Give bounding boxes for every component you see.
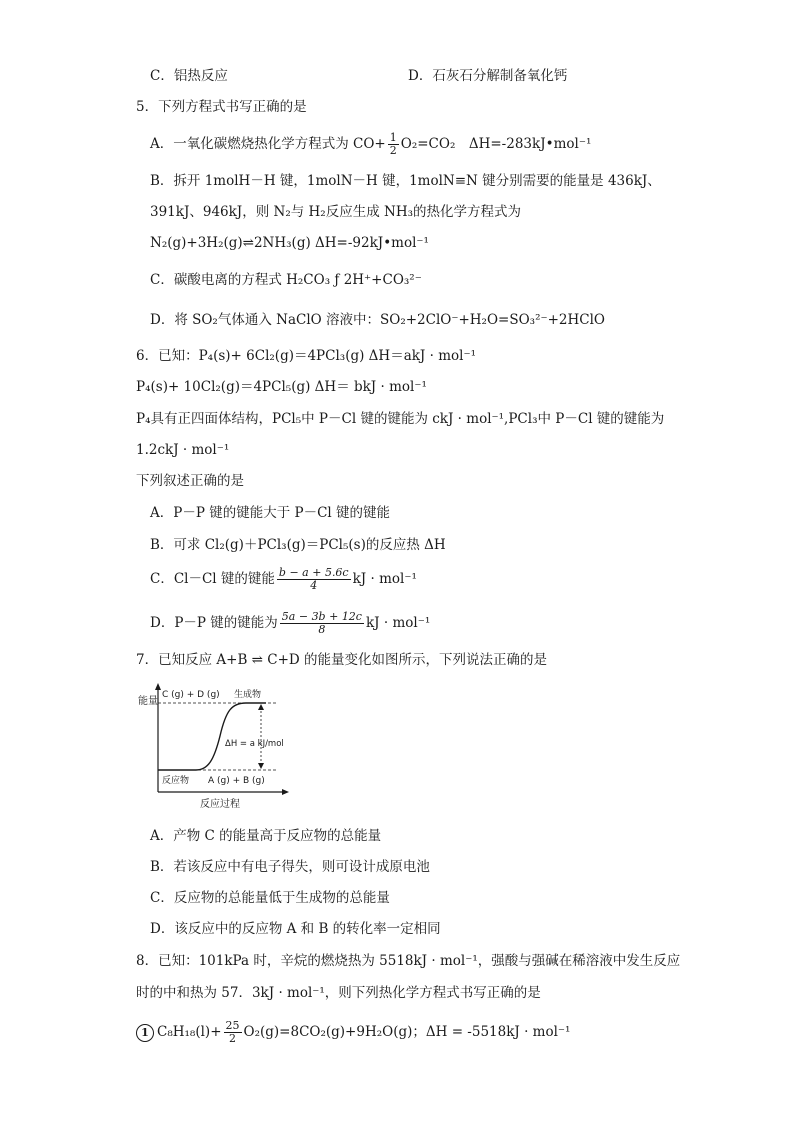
q6-option-d-unit: kJ · mol⁻¹ — [365, 615, 431, 631]
q6-line1: 6．已知：P₄(s)+ 6Cl₂(g)＝4PCl₃(g) ΔH＝akJ · mol⁻¹ — [136, 348, 476, 364]
fraction-denominator: 2 — [389, 144, 397, 157]
chart-xlabel: 反应过程 — [200, 799, 240, 810]
delta-h-arrow-up — [258, 704, 264, 710]
q7-option-d: D．该反应中的反应物 A 和 B 的转化率一定相同 — [150, 921, 441, 937]
q7-stem: 7．已知反应 A+B ⇌ C+D 的能量变化如图所示，下列说法正确的是 — [136, 652, 548, 668]
fraction-numerator: 5a − 3b + 12c — [281, 610, 362, 623]
q6-line4: 1.2ckJ · mol⁻¹ — [136, 442, 230, 458]
q6-line3: P₄具有正四面体结构，PCl₅中 P－Cl 键的键能为 ckJ · mol⁻¹,PCl₃中 P－Cl 键的键能为 — [136, 411, 665, 427]
q8-equation-1-rest: O₂(g)=8CO₂(g)+9H₂O(g)；ΔH = -5518kJ · mol⁻¹ — [243, 1024, 571, 1040]
q6-option-d-text: D．P－P 键的键能为 — [150, 615, 278, 631]
q5-stem: 5．下列方程式书写正确的是 — [136, 99, 307, 115]
circled-number-icon: 1 — [136, 1024, 154, 1042]
q8-line1: 8．已知：101kPa 时，辛烷的燃烧热为 5518kJ · mol⁻¹，强酸与强碱在稀溶液中发生反应 — [136, 953, 681, 969]
q7-option-b: B．若该反应中有电子得失，则可设计成原电池 — [150, 859, 430, 875]
q5-option-b-line1: B．拆开 1molH－H 键，1molN－H 键，1molN≡N 键分别需要的能量是 436kJ、 — [150, 173, 661, 189]
q6-line2: P₄(s)+ 10Cl₂(g)＝4PCl₅(g) ΔH＝ bkJ · mol⁻¹ — [136, 379, 427, 395]
q6-option-c-fraction — [277, 567, 351, 592]
q5-option-b-line3: N₂(g)+3H₂(g)⇌2NH₃(g) ΔH=-92kJ•mol⁻¹ — [150, 235, 429, 251]
q6-option-b: B．可求 Cl₂(g)＋PCl₃(g)＝PCl₅(s)的反应热 ΔH — [150, 537, 446, 553]
q5-option-b-line2: 391kJ、946kJ，则 N₂与 H₂反应生成 NH₃的热化学方程式为 — [150, 204, 521, 220]
q4-option-c: C．铝热反应 — [150, 68, 228, 84]
x-axis-arrow — [282, 789, 289, 795]
fraction-numerator: b − a + 5.6c — [278, 566, 349, 579]
q6-option-c — [150, 567, 417, 592]
q6-option-c-unit: kJ · mol⁻¹ — [352, 571, 417, 587]
q5-option-d: D．将 SO₂气体通入 NaClO 溶液中：SO₂+2ClO⁻+H₂O=SO₃²⁻+2HClO — [150, 312, 605, 328]
q6-option-d — [150, 611, 430, 636]
chart-reactant-label: 反应物 — [162, 776, 190, 786]
q5-option-a-equation: O₂=CO₂ ΔH=-283kJ•mol⁻¹ — [400, 136, 592, 152]
q5-option-c: C．碳酸电离的方程式 H₂CO₃ ƒ 2H⁺+CO₃²⁻ — [150, 272, 422, 288]
q5-option-a-fraction — [388, 132, 399, 157]
delta-h-arrow-down — [258, 763, 264, 769]
energy-curve — [158, 703, 266, 770]
q6-option-a: A．P－P 键的键能大于 P－Cl 键的键能 — [150, 505, 391, 521]
q5-option-a — [150, 132, 591, 157]
chart-ylabel: 能量 — [138, 696, 158, 707]
fraction-denominator: 2 — [229, 1032, 237, 1045]
chart-product-label: 生成物 — [234, 690, 262, 700]
q7-option-a: A．产物 C 的能量高于反应物的总能量 — [150, 828, 382, 844]
q5-option-a-text: A．一氧化碳燃烧热化学方程式为 CO+ — [150, 136, 386, 152]
chart-top-label: C (g) + D (g) — [162, 690, 220, 700]
q8-equation-1-fraction — [224, 1020, 242, 1045]
fraction-numerator: 1 — [389, 131, 397, 144]
q8-equation-1 — [136, 1020, 570, 1045]
chart-dh-label: ΔH = a kJ/mol — [225, 739, 284, 749]
q6-stem: 下列叙述正确的是 — [136, 473, 244, 489]
energy-diagram — [136, 680, 296, 812]
y-axis-arrow — [155, 683, 161, 690]
fraction-denominator: 8 — [318, 623, 326, 636]
chart-bottom-label: A (g) + B (g) — [208, 776, 265, 786]
q8-line2: 时的中和热为 57．3kJ · mol⁻¹，则下列热化学方程式书写正确的是 — [136, 985, 541, 1001]
q6-option-d-fraction — [280, 611, 364, 636]
fraction-denominator: 4 — [310, 579, 318, 592]
q8-equation-1-text: C₈H₁₈(l)+ — [157, 1024, 222, 1040]
q7-option-c: C．反应物的总能量低于生成物的总能量 — [150, 890, 390, 906]
q6-option-c-text: C．Cl－Cl 键的键能 — [150, 571, 275, 587]
fraction-numerator: 25 — [225, 1019, 240, 1032]
q4-option-d: D．石灰石分解制备氧化钙 — [408, 68, 568, 84]
